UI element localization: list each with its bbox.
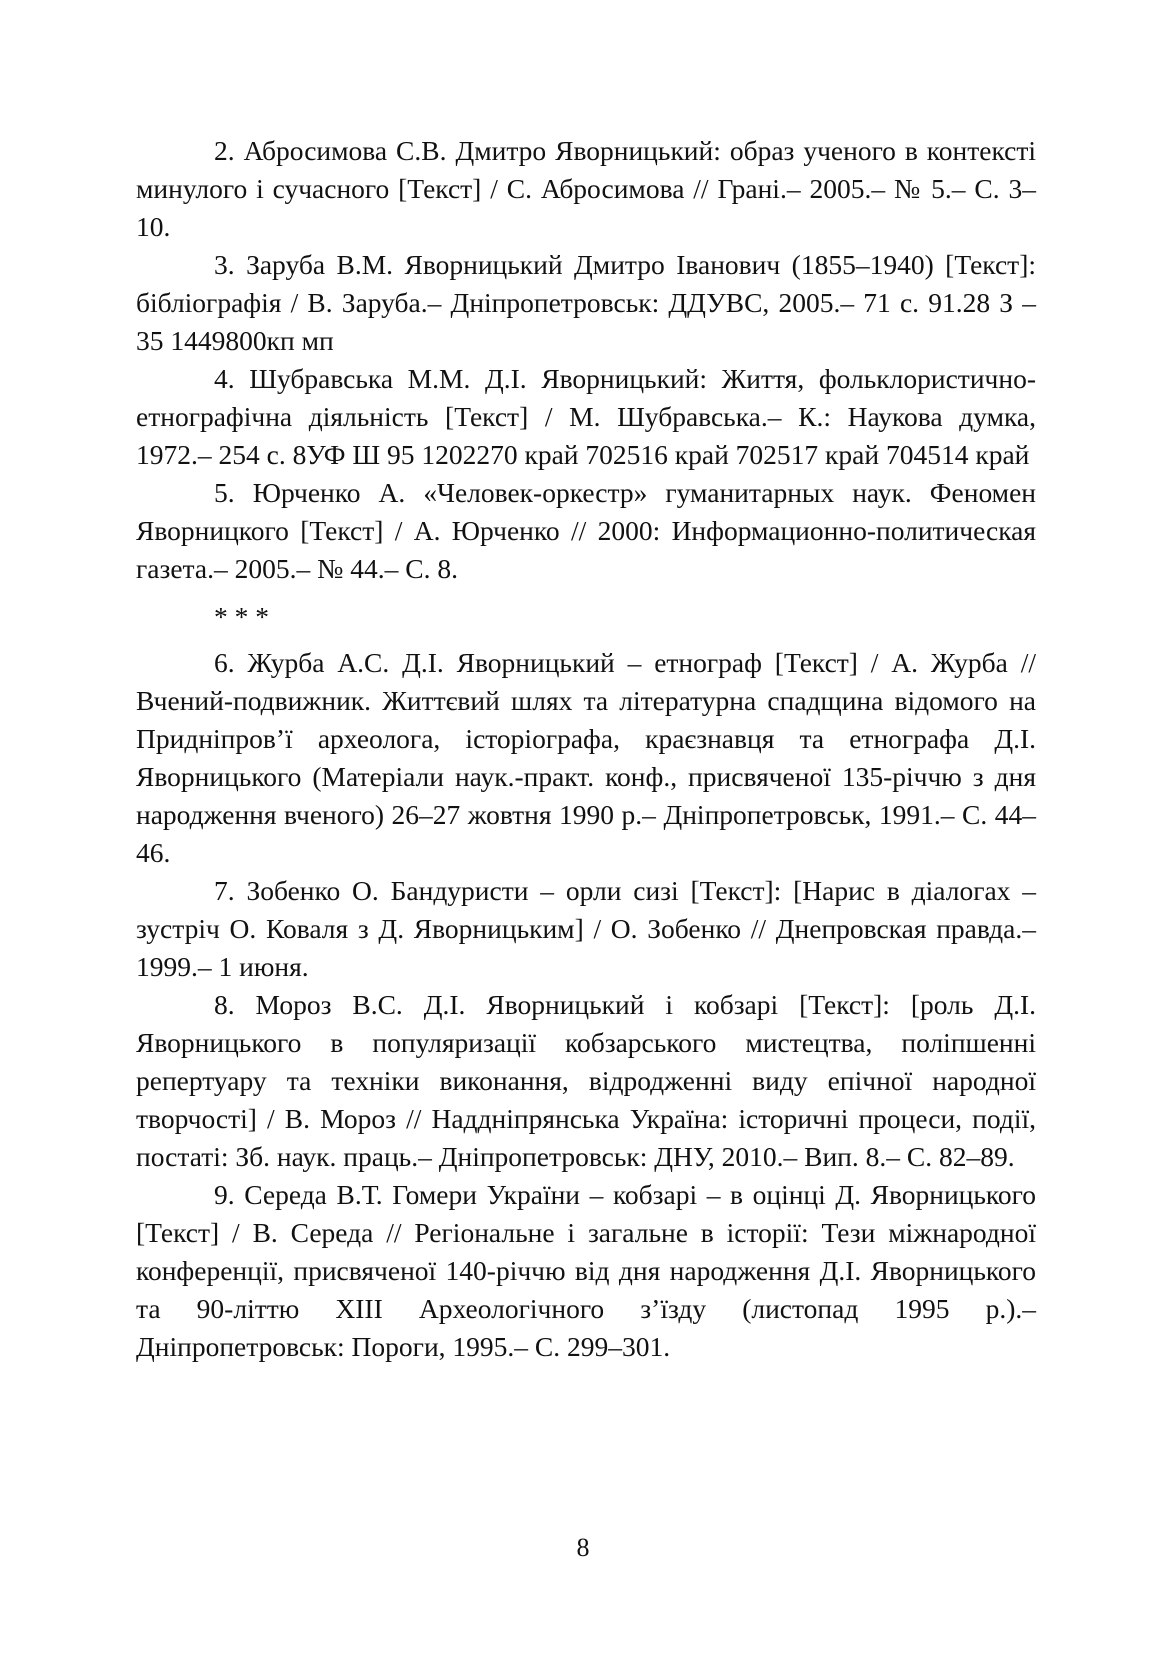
bibliography-entry-6: 6. Журба А.С. Д.І. Яворницький – етнограф [Текст] / А. Журба // Вчений-подвижник. Життєвий шлях та літературна спадщина відомого на Придніпров’ї археолога, історіографа, краєзнавця та етнографа Д.І. Яворницького (Матеріали наук.-практ. конф., присвяченої 135-річчю з дня народження вченого) 26–27 жовтня 1990 р.– Дніпропетровськ, 1991.– С. 44–46. [136, 647, 1036, 868]
page-number: 8 [576, 1533, 590, 1562]
bibliography-list [136, 132, 1036, 1366]
bibliography-entry-4: 4. Шубравська М.М. Д.І. Яворницький: Життя, фольклористично-етнографічна діяльність [Текст] / М. Шубравська.– К.: Наукова думка, 1972.– 254 с. 8УФ Ш 95 1202270 край 702516 край 702517 край 704514 край [136, 363, 1036, 470]
bibliography-entry-3: 3. Заруба В.М. Яворницький Дмитро Іванович (1855–1940) [Текст]: бібліографія / В. Заруба.– Дніпропетровськ: ДДУВС, 2005.– 71 с. 91.28 З – 35 1449800кп мп [136, 249, 1036, 356]
bibliography-entry-5: 5. Юрченко А. «Человек-оркестр» гуманитарных наук. Феномен Яворницкого [Текст] / А. Юрченко // 2000: Информационно-политическая газета.– 2005.– № 44.– С. 8. [136, 477, 1036, 584]
section-separator: * * * [214, 601, 269, 632]
bibliography-entry-8: 8. Мороз В.С. Д.І. Яворницький і кобзарі [Текст]: [роль Д.І. Яворницького в популяризації кобзарського мистецтва, поліпшенні репертуару та техніки виконання, відродженні виду епічної народної творчості] / В. Мороз // Наддніпрянська Україна: історичні процеси, події, постаті: Зб. наук. праць.– Дніпропетровськ: ДНУ, 2010.– Вип. 8.– С. 82–89. [136, 989, 1036, 1172]
bibliography-entry-9: 9. Середа В.Т. Гомери України – кобзарі – в оцінці Д. Яворницького [Текст] / В. Середа // Регіональне і загальне в історії: Тези міжнародної конференції, присвяченої 140-річчю від дня народження Д.І. Яворницького та 90-літтю XIII Археологічного з’їзду (листопад 1995 р.).– Дніпропетровськ: Пороги, 1995.– С. 299–301. [136, 1179, 1036, 1362]
bibliography-entry-2: 2. Абросимова С.В. Дмитро Яворницький: образ ученого в контексті минулого і сучасного [Текст] / С. Абросимова // Грані.– 2005.– № 5.– С. 3–10. [136, 135, 1036, 242]
bibliography-entry-7: 7. Зобенко О. Бандуристи – орли сизі [Текст]: [Нарис в діалогах – зустріч О. Коваля з Д. Яворницьким] / О. Зобенко // Днепровская правда.– 1999.– 1 июня. [136, 875, 1036, 982]
